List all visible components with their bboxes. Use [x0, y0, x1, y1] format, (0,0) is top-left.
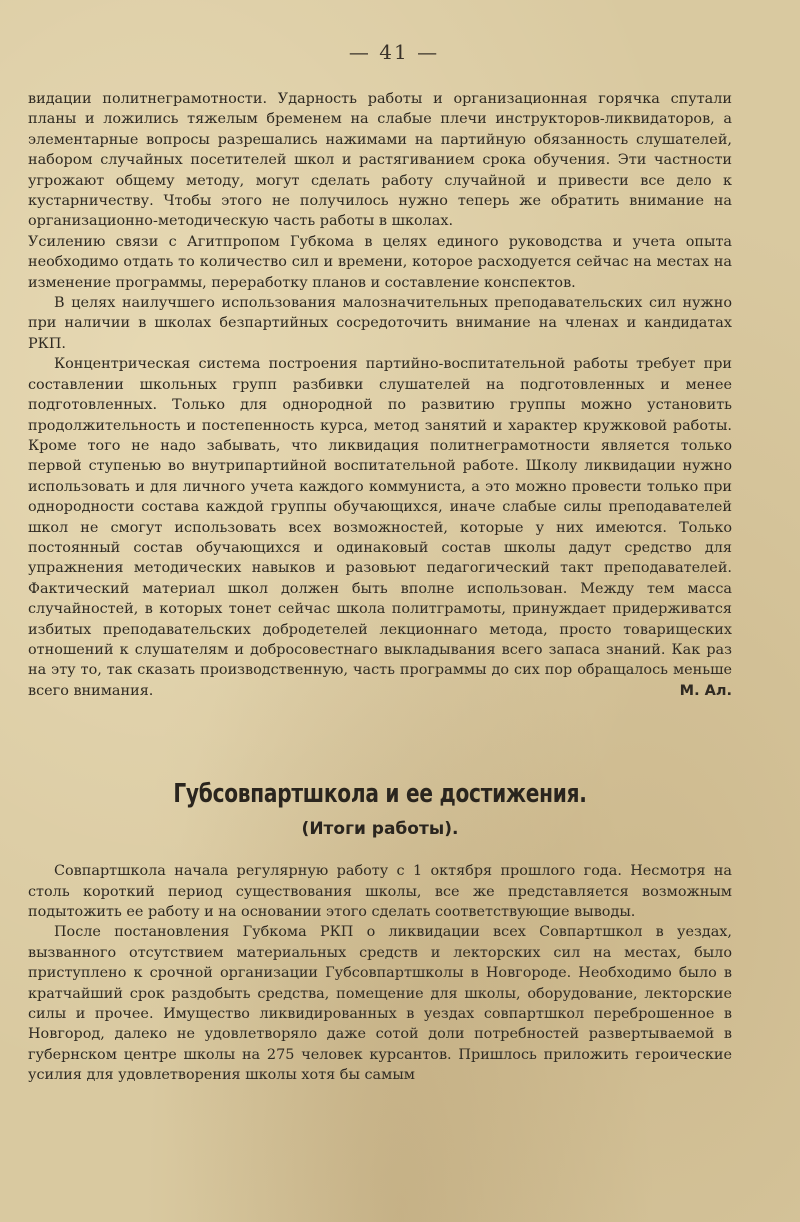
article-1-paragraph-1: видации политнеграмотности. Ударность работы и организационная горячка спутали планы и ложились тяжелым бременем на слабые плечи инструкторов-ликвидаторов, а элементарные вопросы разрешались нажимами на партийную обязанность слушателей, набором случайных посетителей школ и растягиванием срока обучения. Эти частности угрожают общему методу, могут сделать работу случайной и привести все дело к кустарничеству. Чтобы этого не получилось нужно теперь же обратить внимание на организационно-методическую часть работы в школах.	[28, 91, 732, 230]
article-1-paragraph-2: Усилению связи с Агитпропом Губкома в целях единого руководства и учета опыта необходимо отдать то количество сил и времени, которое расходуется сейчас на местах на изменение программы, переработку планов и составление конспектов.	[28, 233, 732, 291]
article-2-paragraph-1: Совпартшкола начала регулярную работу с 1 октября прошлого года. Несмотря на столь короткий период существования школы, все же представляется возможным подытожить ее работу и на основании этого сделать соответствующие выводы.	[28, 863, 732, 920]
article-1	[28, 89, 732, 701]
article-2-paragraph-2: После постановления Губкома РКП о ликвидации всех Совпартшкол в уездах, вызванного отсутствием материальных средств и лекторских сил на местах, было приступлено к срочной организации Губсовпартшколы в Новгороде. Необходимо было в кратчайший срок раздобыть средства, помещение для школы, оборудование, лекторские силы и прочее. Имущество ликвидированных в уездах совпартшкол переброшенное в Новгород, далеко не удовлетворяло даже сотой доли потребностей развертываемой в губернском центре школы на 275 человек курсантов. Пришлось приложить героические усилия для удовлетворения школы хотя бы самым	[28, 924, 732, 1084]
article-1-paragraph-3: В целях наилучшего использования малозначительных преподавательских сил нужно при наличии в школах безпартийных сосредоточить внимание на членах и кандидатах РКП.	[28, 295, 732, 352]
article-2-title: Губсовпартшкола и ее достижения.	[173, 779, 587, 810]
page-number: — 41 —	[348, 40, 440, 64]
article-1-paragraph-4	[28, 354, 732, 701]
author-signature: М. Ал.	[679, 682, 732, 699]
article-2	[28, 861, 732, 1085]
document-page	[28, 40, 732, 1086]
article-2-subtitle: (Итоги работы).	[301, 819, 459, 840]
article-1-paragraph-4-text: Концентрическая система построения партийно-воспитательной работы требует при составлении школьных групп разбивки слушателей на подготовленных и менее подготовленных. Только для однородной по развитию группы можно установить продолжительность и постепенность курса, метод занятий и характер кружковой работы. Кроме того не надо забывать, что ликвидация политнеграмотности является только первой ступенью во внутрипартийной воспитательной работе. Школу ликвидации нужно использовать и для личного учета каждого коммуниста, а это можно провести только при однородности состава каждой группы обучающихся, иначе слабые силы преподавателей школ не смогут использовать всех возможностей, которые у них имеются. Только постоянный состав обучающихся и одинаковый состав школы дадут средство для упражнения методических навыков и разовьют педагогический такт преподавателей. Фактический материал школ должен быть вполне использован. Между тем масса случайностей, в которых тонет сейчас школа политграмоты, принуждает придерживатся избитых преподавательских добродетелей лекционнаго метода, просто товарищеских отношений к слушателям и добросовестнаго выкладывания всего запаса знаний. Как раз на эту то, так сказать производственную, часть программы до сих пор обращалось меньше всего внимания.	[28, 356, 732, 699]
